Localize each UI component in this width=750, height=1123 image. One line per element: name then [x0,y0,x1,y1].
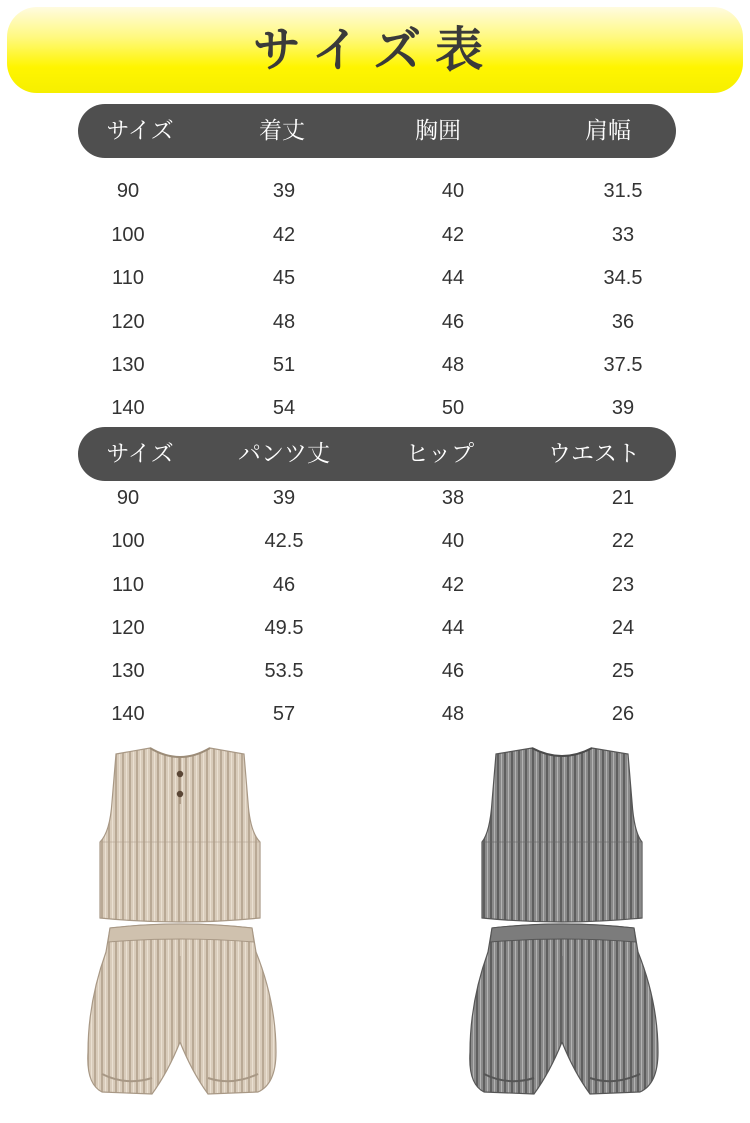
length-cell: 39 [272,487,296,509]
hip-cell: 44 [441,617,465,639]
length-cell: 57 [272,703,296,725]
table-row [0,570,750,600]
tops-header-length: 着丈 [259,118,305,144]
hip-cell: 48 [441,703,465,725]
pants-header-hip: ヒップ [405,441,475,467]
waist-cell: 22 [611,530,635,552]
length-cell: 46 [272,574,296,596]
waist-cell: 25 [611,660,635,682]
pants-header-length: パンツ丈 [238,441,330,467]
size-cell: 140 [111,703,145,725]
length-cell: 49.5 [264,617,304,639]
size-cell: 140 [111,397,145,419]
hip-cell: 46 [441,660,465,682]
waist-cell: 21 [611,487,635,509]
shoulder-cell: 37.5 [603,354,643,376]
chest-cell: 48 [441,354,465,376]
length-cell: 42.5 [264,530,304,552]
chest-cell: 42 [441,224,465,246]
beige-outfit-image [80,742,280,1122]
gray-outfit-image [462,742,662,1122]
table-row [0,350,750,380]
shoulder-cell: 34.5 [603,267,643,289]
hip-cell: 38 [441,487,465,509]
length-cell: 39 [272,180,296,202]
size-cell: 100 [111,530,145,552]
shoulder-cell: 31.5 [603,180,643,202]
table-row [0,699,750,729]
length-cell: 45 [272,267,296,289]
tops-header-size: サイズ [106,118,174,144]
shoulder-cell: 36 [611,311,635,333]
shoulder-cell: 39 [611,397,635,419]
size-cell: 120 [111,617,145,639]
size-cell: 130 [111,660,145,682]
chest-cell: 40 [441,180,465,202]
size-cell: 110 [112,574,144,596]
table-row [0,656,750,686]
chest-cell: 44 [441,267,465,289]
length-cell: 42 [272,224,296,246]
chest-cell: 50 [441,397,465,419]
table-row [0,483,750,513]
chest-cell: 46 [441,311,465,333]
table-row [0,263,750,293]
hip-cell: 42 [441,574,465,596]
size-cell: 100 [111,224,145,246]
pants-header-size: サイズ [106,441,174,467]
table-row [0,526,750,556]
size-cell: 90 [116,180,140,202]
table-row [0,176,750,206]
tops-header-shoulder: 肩幅 [585,118,631,144]
pants-header-waist: ウエスト [548,441,640,467]
tops-header-chest: 胸囲 [415,118,461,144]
waist-cell: 24 [611,617,635,639]
table-row [0,220,750,250]
length-cell: 54 [272,397,296,419]
pants-header-bar [78,427,676,481]
size-cell: 120 [111,311,145,333]
size-cell: 90 [116,487,140,509]
size-cell: 110 [112,267,144,289]
size-cell: 130 [111,354,145,376]
shoulder-cell: 33 [611,224,635,246]
length-cell: 48 [272,311,296,333]
waist-cell: 23 [611,574,635,596]
tops-header-bar [78,104,676,158]
waist-cell: 26 [611,703,635,725]
table-row [0,613,750,643]
table-row [0,393,750,423]
hip-cell: 40 [441,530,465,552]
length-cell: 53.5 [264,660,304,682]
length-cell: 51 [272,354,296,376]
page-title: サイズ表 [252,22,498,78]
table-row [0,307,750,337]
